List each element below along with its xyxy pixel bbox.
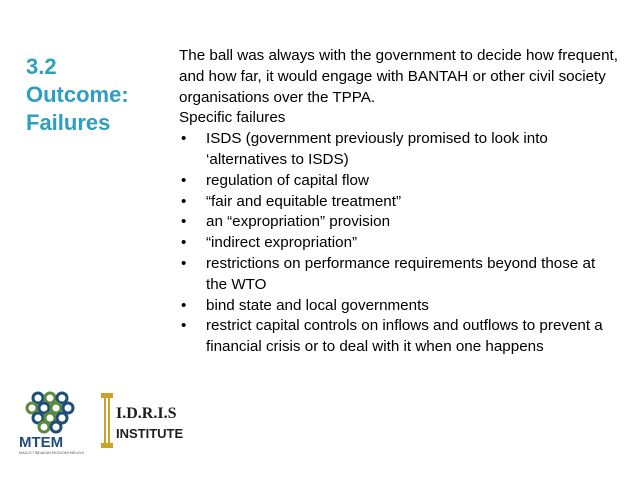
list-item xyxy=(179,192,619,213)
bullet-marker: • xyxy=(181,213,187,231)
list-item-text: restrict capital controls on inflows and outflows to prevent a financial crisis or to deal with it when one happens xyxy=(206,317,603,356)
list-item xyxy=(179,316,619,358)
title-line-2: Outcome: xyxy=(26,82,129,107)
list-item-text: “indirect expropriation” xyxy=(206,234,358,252)
slide-title xyxy=(26,53,166,137)
subheading: Specific failures xyxy=(179,109,286,127)
list-item-text: “fair and equitable treatment” xyxy=(206,192,402,210)
idris-pillar-icon xyxy=(102,394,112,447)
list-item-text: an “expropriation” provision xyxy=(206,213,391,231)
idris-institute-logo xyxy=(100,388,200,458)
list-item xyxy=(179,212,619,233)
idris-subtitle: INSTITUTE xyxy=(116,426,184,441)
list-item xyxy=(179,233,619,254)
mtem-tagline: MAJLIS TINDAKAN EKONOMI MELAYU xyxy=(19,451,85,455)
logo-area xyxy=(18,388,184,458)
list-item xyxy=(179,129,619,171)
bullet-marker: • xyxy=(181,296,187,314)
intro-paragraph: The ball was always with the government to decide how frequent, and how far, it would engage with BANTAH or other civil society organisations over the TPPA. xyxy=(179,47,618,106)
failures-list xyxy=(179,129,619,358)
slide-body xyxy=(179,46,619,358)
bullet-marker: • xyxy=(181,192,187,210)
mtem-knot-icon xyxy=(27,393,73,432)
idris-wordmark: I.D.R.I.S xyxy=(116,405,177,422)
bullet-marker: • xyxy=(181,254,187,272)
list-item-text: regulation of capital flow xyxy=(206,171,369,189)
list-item xyxy=(179,296,619,317)
list-item-text: bind state and local governments xyxy=(206,296,429,314)
list-item xyxy=(179,171,619,192)
list-item-text: ISDS (government previously promised to look into ‘alternatives to ISDS) xyxy=(206,130,548,168)
bullet-marker: • xyxy=(181,234,187,252)
mtem-logo xyxy=(18,388,88,456)
list-item xyxy=(179,254,619,296)
title-line-1: 3.2 xyxy=(26,54,57,79)
title-line-3: Failures xyxy=(26,110,111,135)
list-item-text: restrictions on performance requirements beyond those at the WTO xyxy=(206,254,596,293)
mtem-wordmark: MTEM xyxy=(19,434,64,451)
bullet-marker: • xyxy=(181,317,187,335)
bullet-marker: • xyxy=(181,130,187,148)
bullet-marker: • xyxy=(181,171,187,189)
